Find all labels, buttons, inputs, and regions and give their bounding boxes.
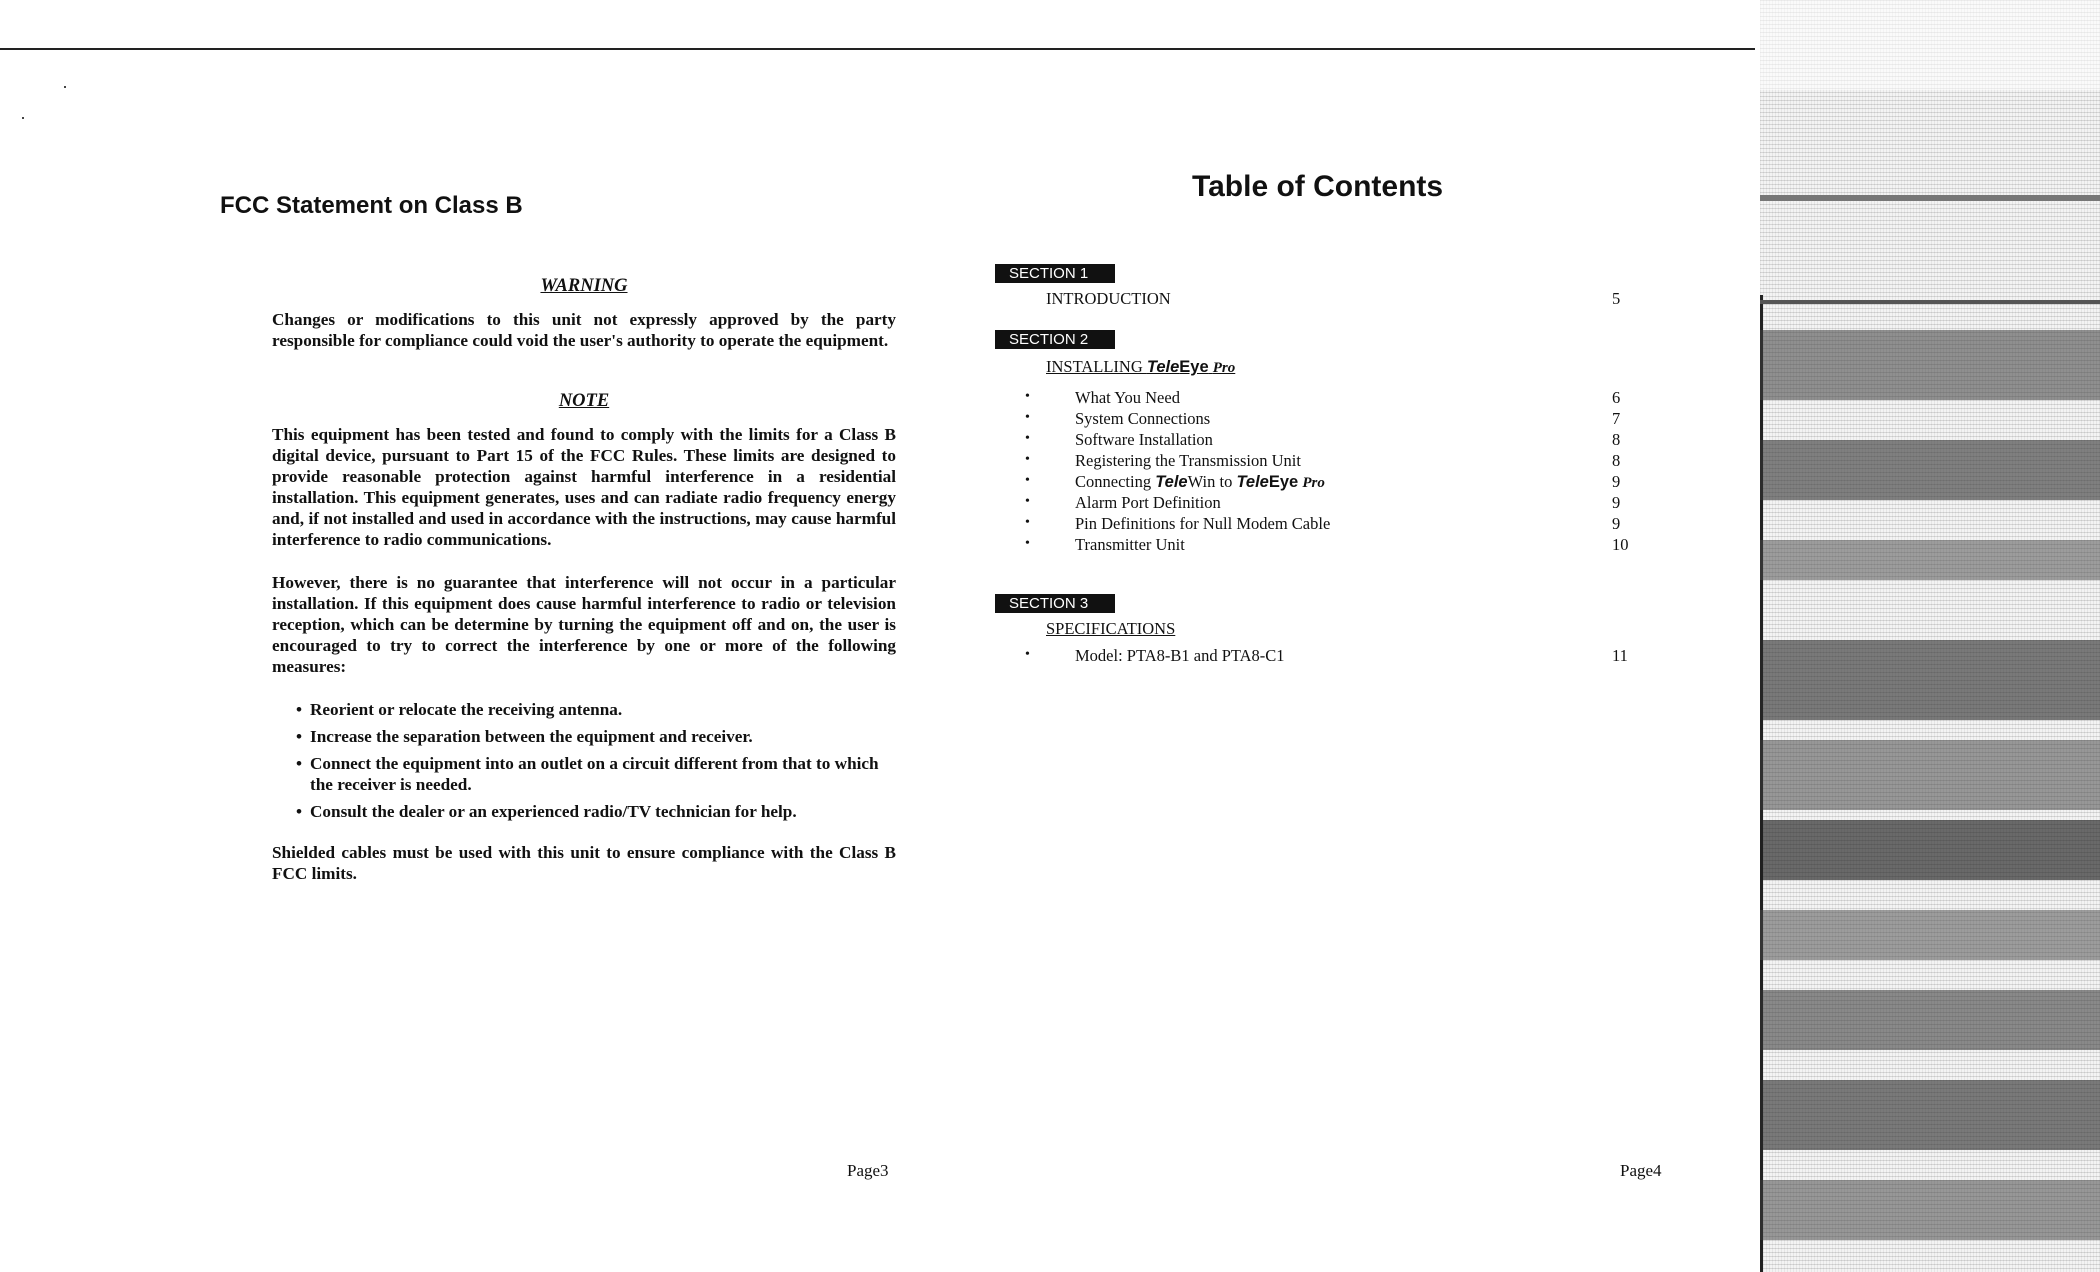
scan-band <box>1760 990 2100 1050</box>
fcc-statement-title: FCC Statement on Class B <box>220 192 523 219</box>
toc-page-number: 10 <box>1612 535 1629 554</box>
scan-band <box>1760 820 2100 880</box>
scan-band <box>1760 740 2100 810</box>
toc-page-number: 9 <box>1612 493 1621 512</box>
top-scan-rule <box>0 48 1755 50</box>
toc-entry[interactable]: What You Need <box>1075 388 1180 407</box>
note-paragraph-2: However, there is no guarantee that interference will not occur in a particular installation. If this equipment does cause harmful interference to radio or television reception, which can be determine by turning the equipment off and on, the user is encouraged to try to correct the interference by one or more of the following measures: <box>272 573 896 676</box>
note-paragraph-1: This equipment has been tested and found to comply with the limits for a Class B digital device, pursuant to Part 15 of the FCC Rules. These limits are designed to provide reasonable protection against harmful interference in a residential installation. This equipment generates, uses and can radiate radio frequency energy and, if not installed and used in accordance with the instructions, may cause harmful interference to radio communications. <box>272 425 896 549</box>
page-number-left: Page3 <box>847 1161 889 1180</box>
toc-page-number: 6 <box>1612 388 1621 407</box>
bullet: • <box>1025 494 1030 509</box>
closing-text: Shielded cables must be used with this unit to ensure compliance with the Class B FCC limits. <box>272 843 896 883</box>
brand-pro: Pro <box>1302 475 1325 491</box>
toc-entry[interactable]: System Connections <box>1075 409 1211 428</box>
scan-band <box>1760 540 2100 580</box>
brand-eye: Eye <box>1268 473 1299 491</box>
toc-entry-connecting[interactable] <box>1075 472 1325 492</box>
scan-speck <box>64 86 66 88</box>
brand-tele: Tele <box>1155 473 1188 491</box>
brand-pro: Pro <box>1212 360 1236 376</box>
toc-entry[interactable]: Registering the Transmission Unit <box>1075 451 1301 470</box>
scan-noise-edge <box>1760 0 2100 1272</box>
scan-band <box>1760 1080 2100 1150</box>
scan-band <box>1760 910 2100 960</box>
section-3-badge: SECTION 3 <box>995 594 1115 613</box>
scan-band <box>1760 300 2100 304</box>
section-1-badge: SECTION 1 <box>995 264 1115 283</box>
bullet: • <box>1025 431 1030 446</box>
list-item: • Increase the separation between the equipment and receiver. <box>296 726 896 747</box>
toc-entry[interactable]: Software Installation <box>1075 430 1213 449</box>
brand-tele: Tele <box>1236 473 1269 491</box>
interference-measures-list <box>272 699 896 822</box>
toc-entry[interactable]: Model: PTA8-B1 and PTA8-C1 <box>1075 646 1285 665</box>
brand-tele: Tele <box>1146 358 1180 376</box>
toc-entry[interactable]: Alarm Port Definition <box>1075 493 1221 512</box>
entry-mid: Win to <box>1187 472 1237 491</box>
toc-page-number: 8 <box>1612 430 1621 449</box>
bullet: • <box>1025 515 1030 530</box>
bullet: • <box>1025 647 1030 662</box>
toc-entry[interactable]: Pin Definitions for Null Modem Cable <box>1075 514 1331 533</box>
toc-page-number: 9 <box>1612 514 1621 533</box>
bullet: • <box>1025 389 1030 404</box>
scan-speck <box>22 117 24 119</box>
list-item: • Reorient or relocate the receiving antenna. <box>296 699 896 720</box>
toc-heading-installing[interactable] <box>1046 357 1235 377</box>
toc-heading-specifications[interactable]: SPECIFICATIONS <box>1046 619 1176 638</box>
scan-band <box>1760 0 2100 90</box>
bullet: • <box>1025 452 1030 467</box>
toc-page-number: 7 <box>1612 409 1621 428</box>
scan-band <box>1760 440 2100 500</box>
brand-eye: Eye <box>1179 358 1209 376</box>
toc-page-number: 11 <box>1612 646 1628 665</box>
warning-text: Changes or modifications to this unit not expressly approved by the party responsible for compliance could void the user's authority to operate the equipment. <box>272 310 896 350</box>
toc-title: Table of Contents <box>1192 170 1444 203</box>
note-heading: NOTE <box>558 391 610 411</box>
heading-prefix: INSTALLING <box>1046 357 1147 376</box>
scan-band <box>1760 640 2100 720</box>
toc-entry-introduction[interactable]: INTRODUCTION <box>1046 289 1171 308</box>
toc-entry[interactable]: Transmitter Unit <box>1075 535 1185 554</box>
list-item: • Consult the dealer or an experienced radio/TV technician for help. <box>296 801 896 822</box>
page-number-right: Page4 <box>1620 1161 1662 1180</box>
toc-page-number: 9 <box>1612 472 1621 491</box>
toc-page-number: 8 <box>1612 451 1621 470</box>
toc-page-number: 5 <box>1612 289 1621 308</box>
fcc-statement-body <box>272 276 896 884</box>
bullet: • <box>1025 473 1030 488</box>
entry-prefix: Connecting <box>1075 472 1156 491</box>
bullet: • <box>1025 536 1030 551</box>
scan-band <box>1760 330 2100 400</box>
scan-band <box>1760 1180 2100 1240</box>
scan-band <box>1760 195 2100 201</box>
warning-heading: WARNING <box>540 276 628 296</box>
section-2-badge: SECTION 2 <box>995 330 1115 349</box>
bullet: • <box>1025 410 1030 425</box>
list-item: • Connect the equipment into an outlet on a circuit different from that to which the receiver is needed. <box>296 753 896 795</box>
